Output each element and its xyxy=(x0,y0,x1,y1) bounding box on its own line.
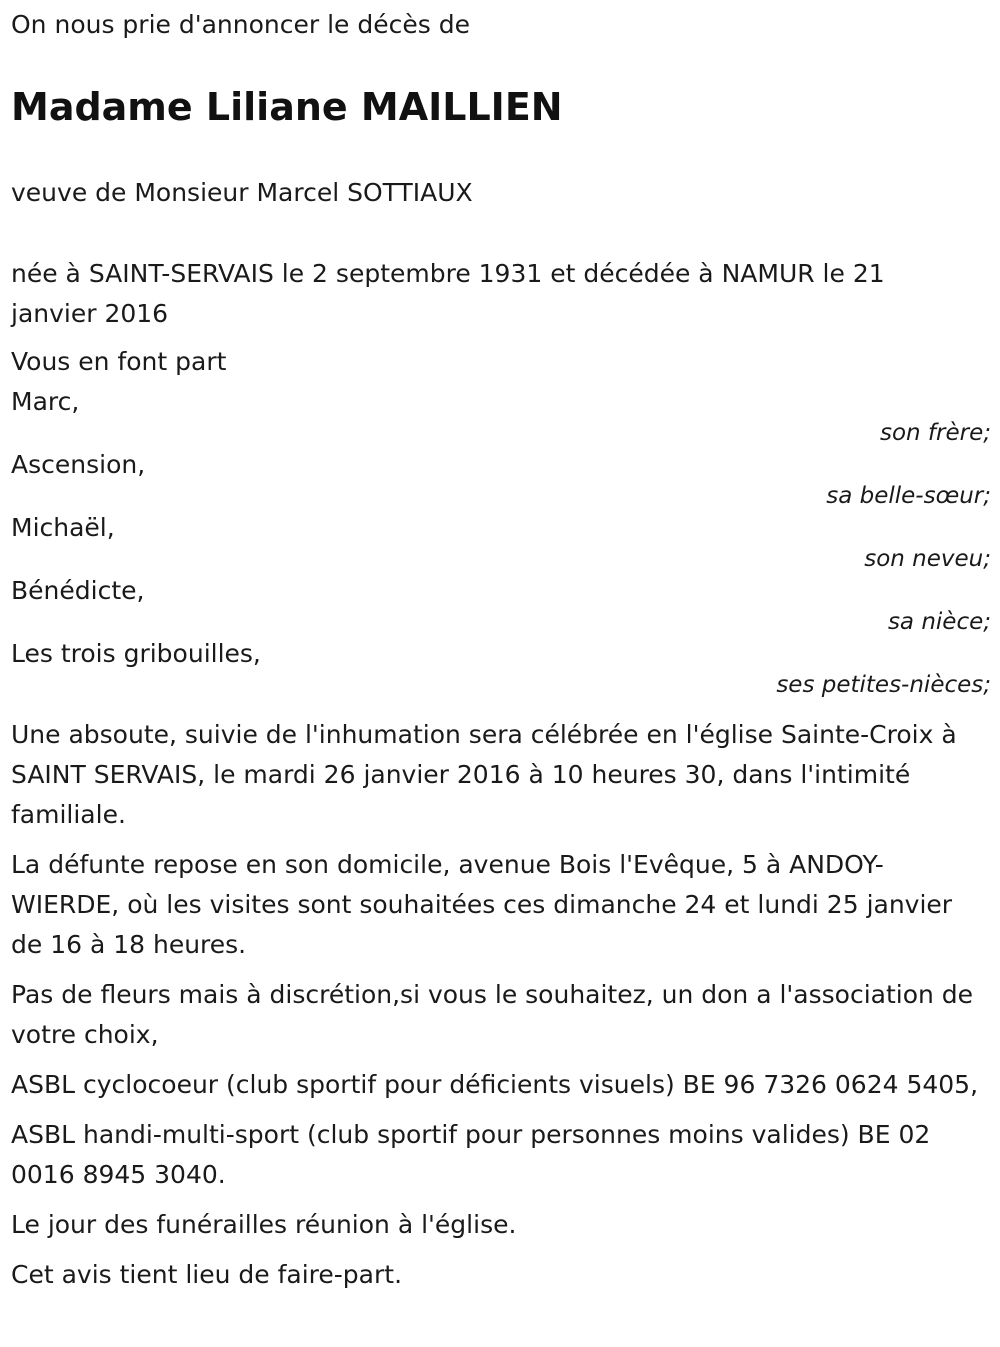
family-lead: Vous en font part xyxy=(11,347,227,376)
donation-paragraph: Pas de fleurs mais à discrétion,si vous le souhaitez, un don a l'association de votre choix, xyxy=(11,980,974,1049)
family-member-relation: ses petites-nièces; xyxy=(776,672,991,698)
deceased-name: Madame Liliane MAILLIEN xyxy=(11,85,563,129)
family-member-name: Ascension, xyxy=(11,450,146,479)
birth-death-text: née à SAINT-SERVAIS le 2 septembre 1931 et décédée à NAMUR le 21 janvier 2016 xyxy=(11,259,885,328)
ceremony-paragraph: Une absoute, suivie de l'inhumation sera célébrée en l'église Sainte-Croix à SAINT SERVAIS, le mardi 26 janvier 2016 à 10 heures 30, dans l'intimité familiale. xyxy=(11,720,957,829)
visitation-paragraph: La défunte repose en son domicile, avenue Bois l'Evêque, 5 à ANDOY-WIERDE, où les visites sont souhaitées ces dimanche 24 et lundi 25 janvier de 16 à 18 heures. xyxy=(11,850,953,959)
family-member-name: Michaël, xyxy=(11,513,115,542)
family-member-name: Les trois gribouilles, xyxy=(11,639,261,668)
family-member-name: Bénédicte, xyxy=(11,576,145,605)
family-member-relation: son neveu; xyxy=(864,546,991,572)
family-member xyxy=(11,634,991,697)
family-member-relation: son frère; xyxy=(879,420,991,446)
intro-text: On nous prie d'annoncer le décès de xyxy=(11,10,470,39)
charity-paragraph: ASBL handi-multi-sport (club sportif pour personnes moins valides) BE 02 0016 8945 3040. xyxy=(11,1120,931,1189)
family-member-relation: sa nièce; xyxy=(887,609,991,635)
family-member xyxy=(11,508,991,571)
closing-paragraph: Cet avis tient lieu de faire-part. xyxy=(11,1260,403,1289)
charity-paragraph: ASBL cyclocoeur (club sportif pour déficients visuels) BE 96 7326 0624 5405, xyxy=(11,1070,979,1099)
family-member xyxy=(11,571,991,634)
spouse-text: veuve de Monsieur Marcel SOTTIAUX xyxy=(11,178,473,207)
family-member xyxy=(11,382,991,445)
family-member-relation: sa belle-sœur; xyxy=(826,483,991,509)
family-member xyxy=(11,445,991,508)
family-member-name: Marc, xyxy=(11,387,80,416)
meeting-paragraph: Le jour des funérailles réunion à l'église. xyxy=(11,1210,517,1239)
family-list xyxy=(11,342,991,697)
notice-body xyxy=(11,715,986,1305)
